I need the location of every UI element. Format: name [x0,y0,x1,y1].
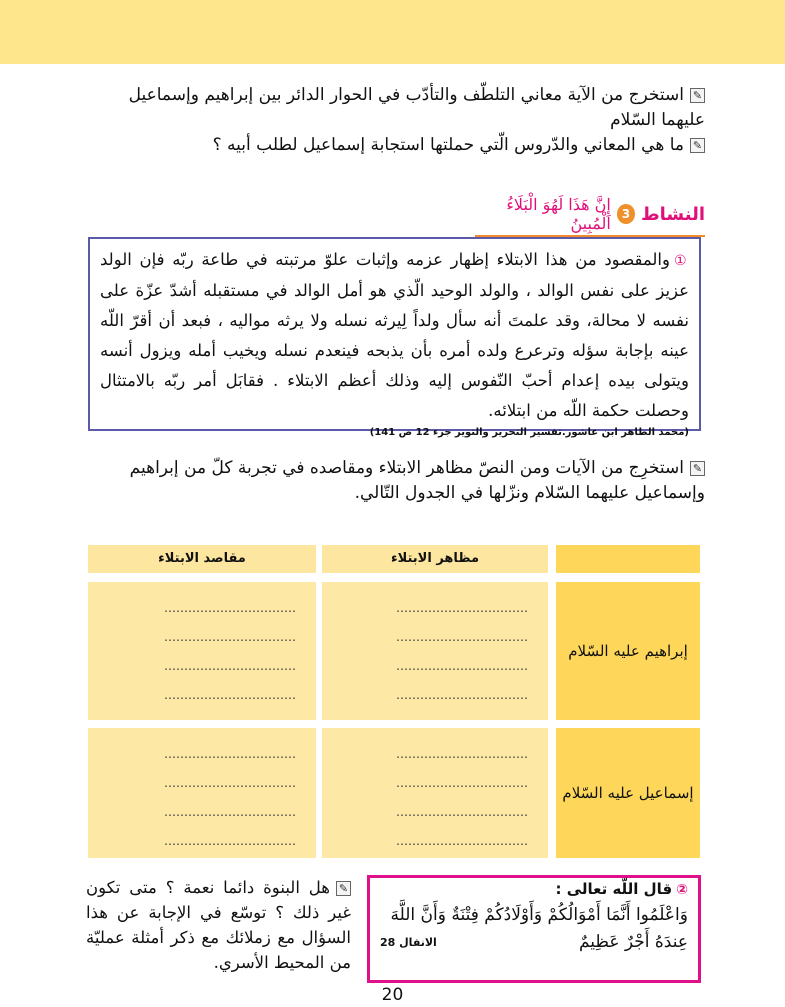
dotted-line: …………………………… [396,834,528,848]
dotted-line: …………………………… [164,630,296,644]
dotted-line: …………………………… [396,630,528,644]
text-body: والمقصود من هذا الابتلاء إظهار عزمه وإثبات علوّ مرتبته في طاعة ربّه فإن الولد عزيز على نفس الوالد ، والولد الوحيد الّذي هو أمل الوالد في مستقبله أشدّ عزّة على نفسه لا محالة، وقد علمتَ أنه سأل ولداً لِيرثه نسله ولا يرثه مواليه ، فبعد أن أقرّ اللّه عينه بإجابة سؤله وترعرع ولده أمره بأن يذبحه فينعدم نسله ويخيب أمله ويزول أنسه ويتولى بيده إعدام أحبّ النّفوس إليه وذلك أعظم الابتلاء . فقابَل أمر ربّه بالامتثال وحصلت حكمة اللّه من ابتلائه. [100,250,689,420]
dotted-line: …………………………… [396,659,528,673]
top-band [0,0,785,64]
text-box-1 [88,237,701,438]
question-1 [80,83,705,133]
source-citation: (محمد الطاهر ابن عاشور.تفسير التحرير والتوير جزء 12 ص 141) [369,427,689,438]
question-2 [80,133,705,158]
dotted-line: …………………………… [396,805,528,819]
dotted-line: …………………………… [164,776,296,790]
row-label-ismail [556,728,700,858]
question-text: هل البنوة دائما نعمة ؟ متى تكون غير ذلك ؟ توسّع في الإجابة عن هذا السؤال مع زملائك مع ذكر أمثلة عمليّة من المحيط الأسري. [86,878,351,972]
dotted-line: …………………………… [396,747,528,761]
pencil-icon: ✎ [690,138,705,153]
dotted-line: …………………………… [164,688,296,702]
row-label: إسماعيل عليه السّلام [562,784,694,802]
dotted-line: …………………………… [396,688,528,702]
table-corner [556,545,700,573]
question-3 [80,456,705,506]
dotted-line: …………………………… [164,659,296,673]
activity-heading [475,195,705,237]
pencil-icon: ✎ [690,461,705,476]
activity-verse: إِنَّ هَذَا لَهُوَ الْبَلَاءُ الْمُبِينُ [506,195,611,233]
activity-title: النشاط [640,203,705,225]
row-label-ibrahim [556,582,700,720]
answer-cell[interactable] [322,728,548,858]
header-purposes: مقاصد الابتلاء [88,545,316,573]
dotted-line: …………………………… [164,601,296,615]
activity-number: 3 [617,204,635,224]
row-label: إبراهيم عليه السّلام [568,642,688,660]
dotted-line: …………………………… [164,747,296,761]
answer-cell[interactable] [88,728,316,858]
pencil-icon: ✎ [336,881,351,896]
pencil-icon: ✎ [690,88,705,103]
question-text: ما هي المعاني والدّروس الّتي حملتها استجابة إسماعيل لطلب أبيه ؟ [212,135,684,155]
answer-cell[interactable] [88,582,316,720]
dotted-line: …………………………… [164,805,296,819]
quran-box [367,875,701,983]
verse-line-1: وَاعْلَمُوا أَنَّمَا أَمْوَالُكُمْ وَأَوْلَادُكُمْ فِتْنَةٌ وَأَنَّ اللَّهَ [390,905,688,925]
question-text: استخرج من الآية معاني التلطّف والتأدّب في الحوار الدائر بين إبراهيم وإسماعيل عليهما السّلام [128,85,705,130]
header-manifestations: مظاهر الابتلاء [322,545,548,573]
question-text: استخرِج من الآيات ومن النصّ مظاهر الابتلاء ومقاصده في تجربة كلّ من إبراهيم وإسماعيل عليهما السّلام ونزّلها في الجدول التّالي. [129,458,705,503]
verse-line-2: عِندَهُ أَجْرٌ عَظِيمٌ [578,932,688,952]
verse-intro: قال اللّه تعالى : [555,880,673,898]
page-number: 20 [381,985,404,1005]
dotted-line: …………………………… [396,776,528,790]
dotted-line: …………………………… [164,834,296,848]
marker-2: ② [676,882,688,898]
marker-1: ① [673,253,689,269]
question-4 [86,875,351,975]
dotted-line: …………………………… [396,601,528,615]
verse-reference: الانفال 28 [380,935,437,949]
answer-cell[interactable] [322,582,548,720]
